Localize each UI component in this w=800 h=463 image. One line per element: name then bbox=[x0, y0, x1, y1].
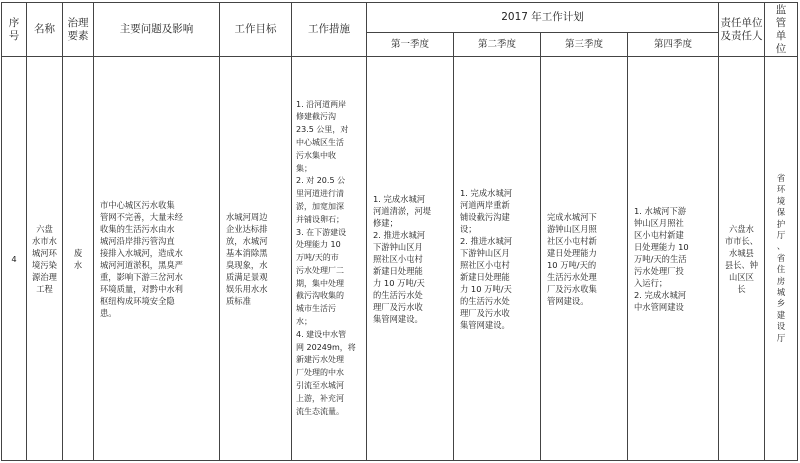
row-name: 六盘 水市水 城河环 境污染 源治理 工程 bbox=[27, 57, 63, 461]
row-seq: 4 bbox=[2, 57, 27, 461]
header-governance-element: 治理 要素 bbox=[63, 3, 94, 57]
header-supervising-unit: 监 管 单 位 bbox=[765, 3, 798, 57]
governance-plan-table bbox=[1, 2, 798, 461]
header-q4: 第四季度 bbox=[628, 33, 719, 57]
header-2017-plan: 2017 年工作计划 bbox=[367, 3, 719, 33]
row-work-goal: 水城河周边 企业达标排 放，水城河 基本消除黑 臭现象，水 质满足景观 娱乐用水水 质标准 bbox=[220, 57, 292, 461]
header-q1: 第一季度 bbox=[367, 33, 454, 57]
row-responsible-unit: 六盘水 市市长、 水城县 县长、钟 山区区 长 bbox=[719, 57, 765, 461]
row-governance-element: 废 水 bbox=[63, 57, 94, 461]
row-q3-plan: 完成水城河下 游钟山区月照 社区小屯村新 建日处理能力 10 万吨/天的 生活污水处理 厂及污水收集 管网建设。 bbox=[541, 57, 628, 461]
row-main-problems: 市中心城区污水收集 管网不完善，大量未经 收集的生活污水由水 城河沿岸排污管沟直 接排入水城河，造成水 城河河道淤积，黑臭严 重，影响下游三岔河水 环境质量，对黔中水利 枢纽构成环境安全隐 患。 bbox=[94, 57, 220, 461]
header-responsible-unit: 责任单位 及责任人 bbox=[719, 3, 765, 57]
header-q2: 第二季度 bbox=[454, 33, 541, 57]
row-q1-plan: 1. 完成水城河 河道清淤，河堤 修建； 2. 推进水城河 下游钟山区月 照社区小屯村 新建日处理能 力 10 万吨/天 的生活污水处 理厂及污水收 集管网建设。 bbox=[367, 57, 454, 461]
header-name: 名称 bbox=[27, 3, 63, 57]
header-q3: 第三季度 bbox=[541, 33, 628, 57]
header-row-top bbox=[2, 3, 798, 33]
table-row bbox=[2, 57, 798, 461]
row-supervising-unit: 省 环 境 保 护 厅 、 省 住 房 城 乡 建 设 厅 bbox=[765, 57, 798, 461]
header-seq: 序 号 bbox=[2, 3, 27, 57]
row-work-measures: 1. 沿河道两岸 修建截污沟 23.5 公里，对 中心城区生活 污水集中收 集； 2. 对 20.5 公 里河道进行清 淤，加宽加深 并铺设卵石； 3. 在下游建设 处理能力 10 万吨/天的市 污水处理厂二 期，集中处理 截污沟收集的 城市生活污 水； 4. 建设中水管 网 20249m，将 新建污水处理 厂处理的中水 引流至水城河 上游，补充河 流生态流量。 bbox=[292, 57, 367, 461]
row-q2-plan: 1. 完成水城河 河道两岸重新 铺设截污沟建 设； 2. 推进水城河 下游钟山区月 照社区小屯村 新建日处理能 力 10 万吨/天 的生活污水处 理厂及污水收 集管网建设。 bbox=[454, 57, 541, 461]
header-work-goal: 工作目标 bbox=[220, 3, 292, 57]
header-work-measures: 工作措施 bbox=[292, 3, 367, 57]
row-q4-plan: 1. 水城河下游 钟山区月照社 区小屯村新建 日处理能力 10 万吨/天的生活 污水处理厂投 入运行； 2. 完成水城河 中水管网建设 bbox=[628, 57, 719, 461]
header-main-problems: 主要问题及影响 bbox=[94, 3, 220, 57]
